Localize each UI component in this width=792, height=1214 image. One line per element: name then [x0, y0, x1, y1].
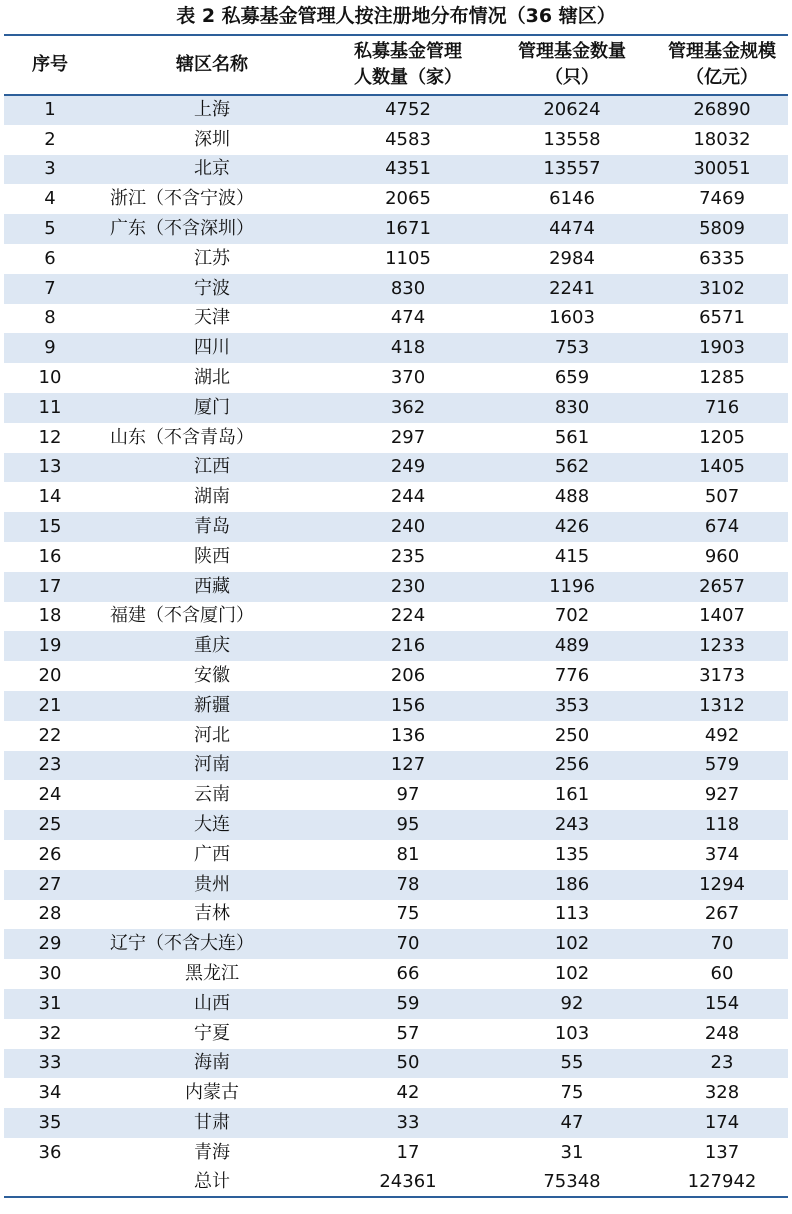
table-row	[4, 214, 788, 244]
cell-managers: 224	[390, 605, 426, 627]
total-scale: 127942	[656, 1168, 788, 1198]
cell-region: 山西	[96, 989, 328, 1019]
table-row	[4, 1019, 788, 1049]
total-index	[4, 1168, 96, 1198]
cell-funds: 1603	[549, 307, 595, 329]
cell-managers: 4351	[328, 155, 488, 185]
table-row	[4, 1078, 788, 1108]
cell-index: 26	[38, 843, 62, 865]
cell-region: 吉林	[194, 903, 230, 925]
cell-region: 四川	[96, 333, 328, 363]
cell-index: 32	[38, 1022, 62, 1044]
cell-region: 青海	[194, 1141, 230, 1163]
cell-funds: 243	[488, 810, 656, 840]
cell-managers: 50	[328, 1049, 488, 1079]
cell-managers: 249	[328, 453, 488, 483]
cell-region: 辽宁（不含大连）	[96, 929, 328, 959]
cell-scale: 1285	[699, 367, 745, 389]
cell-funds: 75	[560, 1082, 584, 1104]
cell-index: 31	[4, 989, 96, 1019]
cell-index: 34	[38, 1082, 62, 1104]
cell-scale: 26890	[656, 95, 788, 125]
table-row	[4, 304, 788, 334]
table-row	[4, 959, 788, 989]
cell-scale: 1294	[656, 870, 788, 900]
cell-scale: 248	[704, 1022, 740, 1044]
cell-scale: 1405	[656, 453, 788, 483]
cell-managers: 42	[396, 1082, 420, 1104]
cell-managers: 362	[328, 393, 488, 423]
cell-funds: 55	[488, 1049, 656, 1079]
cell-index: 14	[38, 486, 62, 508]
table-row	[4, 244, 788, 274]
cell-index: 7	[4, 274, 96, 304]
cell-region: 西藏	[96, 572, 328, 602]
cell-managers: 244	[390, 486, 426, 508]
cell-scale: 1903	[656, 333, 788, 363]
table-row	[4, 125, 788, 155]
cell-funds: 6146	[549, 188, 595, 210]
table-row	[4, 721, 788, 751]
cell-index: 33	[4, 1049, 96, 1079]
cell-funds: 830	[488, 393, 656, 423]
cell-managers: 81	[396, 843, 420, 865]
table-row	[4, 482, 788, 512]
cell-funds: 353	[488, 691, 656, 721]
cell-funds: 488	[554, 486, 590, 508]
cell-region: 河南	[96, 751, 328, 781]
header-managers-line1: 私募基金管理	[354, 41, 462, 62]
cell-index: 24	[38, 784, 62, 806]
cell-region: 上海	[96, 95, 328, 125]
table-row	[4, 989, 788, 1019]
table-title: 表 2 私募基金管理人按注册地分布情况（36 辖区）	[176, 5, 616, 27]
cell-funds: 562	[488, 453, 656, 483]
cell-scale: 267	[704, 903, 740, 925]
cell-funds: 113	[554, 903, 590, 925]
cell-index: 27	[4, 870, 96, 900]
cell-scale: 7469	[699, 188, 745, 210]
cell-scale: 2657	[656, 572, 788, 602]
cell-index: 28	[38, 903, 62, 925]
cell-region: 陕西	[194, 545, 230, 567]
cell-index: 25	[4, 810, 96, 840]
cell-managers: 66	[396, 963, 420, 984]
cell-index: 12	[38, 426, 62, 448]
cell-region: 湖北	[194, 367, 230, 389]
cell-scale: 716	[656, 393, 788, 423]
table-row	[4, 751, 788, 781]
cell-scale: 18032	[693, 128, 751, 150]
cell-funds: 186	[488, 870, 656, 900]
cell-region: 甘肃	[96, 1108, 328, 1138]
cell-index: 20	[38, 665, 62, 687]
cell-managers: 70	[328, 929, 488, 959]
cell-managers: 156	[328, 691, 488, 721]
cell-region: 青岛	[96, 512, 328, 542]
cell-managers: 240	[328, 512, 488, 542]
cell-scale: 6335	[699, 247, 745, 269]
cell-funds: 161	[554, 784, 590, 806]
cell-managers: 95	[328, 810, 488, 840]
cell-scale: 60	[710, 963, 734, 984]
cell-region: 山东（不含青岛）	[110, 426, 254, 448]
cell-funds: 13557	[488, 155, 656, 185]
cell-scale: 137	[704, 1141, 740, 1163]
cell-funds: 250	[554, 724, 590, 746]
table-row	[4, 840, 788, 870]
cell-managers: 57	[396, 1022, 420, 1044]
cell-managers: 830	[328, 274, 488, 304]
header-row	[4, 35, 788, 95]
cell-scale: 30051	[656, 155, 788, 185]
cell-managers: 1671	[328, 214, 488, 244]
cell-index: 18	[38, 605, 62, 627]
table-row	[4, 900, 788, 930]
cell-scale: 118	[656, 810, 788, 840]
cell-region: 海南	[96, 1049, 328, 1079]
cell-index: 2	[44, 128, 56, 150]
table-row	[4, 631, 788, 661]
cell-managers: 235	[390, 545, 426, 567]
cell-funds: 426	[488, 512, 656, 542]
cell-managers: 59	[328, 989, 488, 1019]
cell-index: 10	[38, 367, 62, 389]
cell-managers: 206	[390, 665, 426, 687]
cell-scale: 328	[704, 1082, 740, 1104]
cell-region: 黑龙江	[185, 963, 239, 984]
table-row	[4, 423, 788, 453]
cell-index: 9	[4, 333, 96, 363]
cell-index: 3	[4, 155, 96, 185]
cell-region: 重庆	[96, 631, 328, 661]
cell-region: 宁波	[96, 274, 328, 304]
cell-scale: 174	[656, 1108, 788, 1138]
cell-funds: 2241	[488, 274, 656, 304]
cell-scale: 23	[656, 1049, 788, 1079]
cell-managers: 230	[328, 572, 488, 602]
total-managers: 24361	[328, 1168, 488, 1198]
cell-region: 贵州	[96, 870, 328, 900]
header-funds	[488, 35, 656, 95]
cell-scale: 1205	[699, 426, 745, 448]
cell-region: 河北	[194, 724, 230, 746]
cell-managers: 17	[396, 1141, 420, 1163]
cell-managers: 418	[328, 333, 488, 363]
cell-scale: 3173	[699, 665, 745, 687]
table-row	[4, 274, 788, 304]
cell-managers: 216	[328, 631, 488, 661]
cell-managers: 78	[328, 870, 488, 900]
cell-scale: 507	[704, 486, 740, 508]
cell-funds: 102	[554, 963, 590, 984]
table-row	[4, 512, 788, 542]
cell-region: 厦门	[96, 393, 328, 423]
cell-scale: 579	[656, 751, 788, 781]
table-row	[4, 333, 788, 363]
cell-funds: 92	[488, 989, 656, 1019]
cell-region: 云南	[194, 784, 230, 806]
cell-index: 13	[4, 453, 96, 483]
cell-funds: 20624	[488, 95, 656, 125]
table-row	[4, 810, 788, 840]
cell-funds: 13558	[543, 128, 601, 150]
header-managers-line2: 人数量（家）	[354, 67, 462, 88]
cell-region: 湖南	[194, 486, 230, 508]
cell-index: 16	[38, 545, 62, 567]
table-row	[4, 929, 788, 959]
cell-managers: 297	[390, 426, 426, 448]
cell-index: 21	[4, 691, 96, 721]
cell-region: 宁夏	[194, 1022, 230, 1044]
cell-funds: 489	[488, 631, 656, 661]
header-index: 序号	[4, 35, 96, 95]
table-header	[4, 35, 788, 95]
cell-scale: 3102	[656, 274, 788, 304]
table-row	[4, 1138, 788, 1168]
cell-scale: 927	[704, 784, 740, 806]
cell-funds: 415	[554, 545, 590, 567]
cell-index: 15	[4, 512, 96, 542]
cell-index: 1	[4, 95, 96, 125]
table-row	[4, 184, 788, 214]
cell-managers: 75	[396, 903, 420, 925]
cell-scale: 6571	[699, 307, 745, 329]
cell-region: 深圳	[194, 128, 230, 150]
cell-funds: 31	[560, 1141, 584, 1163]
cell-managers: 33	[328, 1108, 488, 1138]
cell-index: 4	[44, 188, 56, 210]
cell-scale: 1312	[656, 691, 788, 721]
cell-scale: 154	[656, 989, 788, 1019]
cell-region: 广西	[194, 843, 230, 865]
header-scale-line1: 管理基金规模	[668, 41, 776, 62]
total-region: 总计	[96, 1168, 328, 1198]
cell-index: 22	[38, 724, 62, 746]
cell-managers: 127	[328, 751, 488, 781]
cell-funds: 103	[554, 1022, 590, 1044]
cell-index: 30	[38, 963, 62, 984]
registration-distribution-table	[4, 34, 788, 1198]
cell-funds: 753	[488, 333, 656, 363]
cell-scale: 674	[656, 512, 788, 542]
table-row	[4, 393, 788, 423]
cell-funds: 702	[554, 605, 590, 627]
cell-scale: 374	[704, 843, 740, 865]
header-managers	[328, 35, 488, 95]
cell-index: 23	[4, 751, 96, 781]
total-row	[4, 1168, 788, 1198]
cell-managers: 1105	[385, 247, 431, 269]
table-row	[4, 95, 788, 125]
cell-scale: 1233	[656, 631, 788, 661]
cell-index: 35	[4, 1108, 96, 1138]
header-funds-line2: （只）	[545, 67, 599, 88]
cell-funds: 47	[488, 1108, 656, 1138]
table-body	[4, 95, 788, 1197]
cell-index: 29	[4, 929, 96, 959]
header-funds-line1: 管理基金数量	[518, 41, 626, 62]
cell-managers: 474	[390, 307, 426, 329]
cell-region: 浙江（不含宁波）	[110, 188, 254, 210]
cell-region: 北京	[96, 155, 328, 185]
total-funds: 75348	[488, 1168, 656, 1198]
cell-region: 福建（不含厦门）	[110, 605, 254, 627]
table-row	[4, 572, 788, 602]
cell-scale: 5809	[656, 214, 788, 244]
cell-region: 江西	[96, 453, 328, 483]
cell-region: 新疆	[96, 691, 328, 721]
cell-funds: 102	[488, 929, 656, 959]
cell-index: 8	[44, 307, 56, 329]
table-row	[4, 1108, 788, 1138]
table-row	[4, 602, 788, 632]
cell-funds: 4474	[488, 214, 656, 244]
cell-managers: 4583	[385, 128, 431, 150]
cell-region: 安徽	[194, 665, 230, 687]
cell-scale: 492	[704, 724, 740, 746]
cell-funds: 659	[554, 367, 590, 389]
header-scale-line2: （亿元）	[686, 67, 758, 88]
cell-funds: 776	[554, 665, 590, 687]
cell-managers: 2065	[385, 188, 431, 210]
cell-managers: 4752	[328, 95, 488, 125]
cell-index: 36	[38, 1141, 62, 1163]
table-row	[4, 453, 788, 483]
cell-region: 大连	[96, 810, 328, 840]
cell-funds: 561	[554, 426, 590, 448]
cell-funds: 256	[488, 751, 656, 781]
table-row	[4, 1049, 788, 1079]
header-scale	[656, 35, 788, 95]
header-region: 辖区名称	[96, 35, 328, 95]
cell-index: 6	[44, 247, 56, 269]
cell-region: 内蒙古	[185, 1082, 239, 1104]
cell-scale: 70	[656, 929, 788, 959]
cell-funds: 1196	[488, 572, 656, 602]
table-row	[4, 870, 788, 900]
table-row	[4, 363, 788, 393]
table-row	[4, 155, 788, 185]
cell-scale: 1407	[699, 605, 745, 627]
cell-managers: 370	[390, 367, 426, 389]
cell-index: 17	[4, 572, 96, 602]
table-row	[4, 780, 788, 810]
cell-region: 广东（不含深圳）	[96, 214, 328, 244]
cell-funds: 135	[554, 843, 590, 865]
cell-managers: 136	[390, 724, 426, 746]
cell-index: 5	[4, 214, 96, 244]
table-row	[4, 661, 788, 691]
cell-scale: 960	[704, 545, 740, 567]
cell-managers: 97	[396, 784, 420, 806]
cell-index: 11	[4, 393, 96, 423]
cell-funds: 2984	[549, 247, 595, 269]
cell-region: 天津	[194, 307, 230, 329]
cell-index: 19	[4, 631, 96, 661]
table-row	[4, 691, 788, 721]
table-row	[4, 542, 788, 572]
cell-region: 江苏	[194, 247, 230, 269]
